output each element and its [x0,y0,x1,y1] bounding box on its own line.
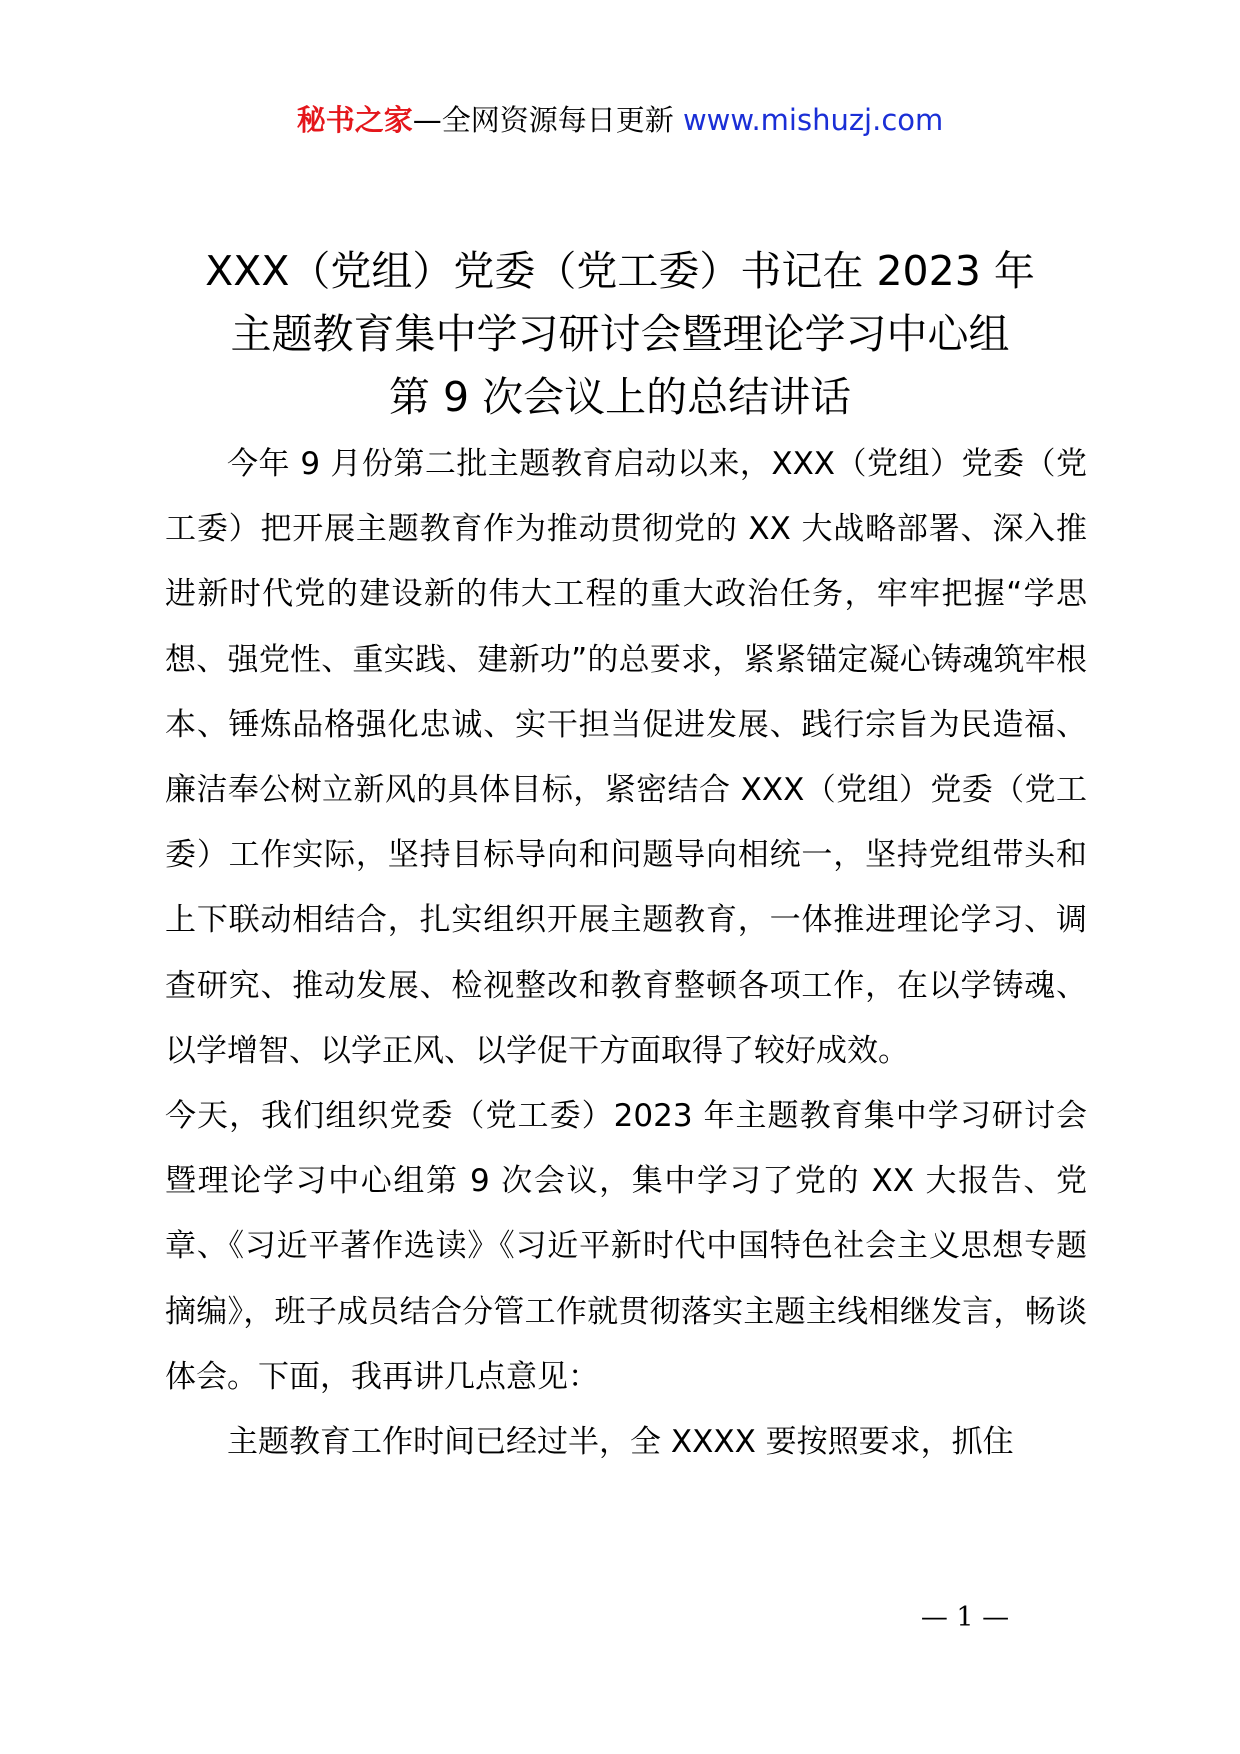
title-line-1: XXX（党组）党委（党工委）书记在 2023 年 [205,247,1035,295]
page-number: — 1 — [920,1602,1010,1633]
site-brand: 秘书之家 [296,103,413,137]
title-line-2: 主题教育集中学习研讨会暨理论学习中心组 [230,310,1010,358]
site-slogan: —全网资源每日更新 [412,103,683,137]
document-title [150,240,1090,429]
document-body [165,432,1087,1475]
body-paragraph-3: 主题教育工作时间已经过半，全 XXXX 要按照要求，抓住 [227,1424,1014,1461]
site-url-link[interactable]: www.mishuzj.com [682,103,944,137]
title-line-3: 第 9 次会议上的总结讲话 [388,373,852,421]
site-header [0,100,1240,140]
body-paragraph-1: 今年 9 月份第二批主题教育启动以来，XXX（党组）党委（党工委）把开展主题教育作为推动贯彻党的 XX 大战略部署、深入推进新时代党的建设新的伟大工程的重大政治任务，牢牢把握“学思想、强党性、重实践、建新功”的总要求，紧紧锚定凝心铸魂筑牢根本、锤炼品格强化忠诚、实干担当促进发展、践行宗旨为民造福、廉洁奉公树立新风的具体目标，紧密结合 XXX（党组）党委（党工委）工作实际，坚持目标导向和问题导向相统一，坚持党组带头和上下联动相结合，扎实组织开展主题教育，一体推进理论学习、调查研究、推动发展、检视整改和教育整顿各项工作，在以学铸魂、以学增智、以学正风、以学促干方面取得了较好成效。 [165,446,1087,1069]
body-paragraph-2: 今天，我们组织党委（党工委）2023 年主题教育集中学习研讨会暨理论学习中心组第 9 次会议，集中学习了党的 XX 大报告、党章、《习近平著作选读》《习近平新时代中国特色社会主义思想专题摘编》，班子成员结合分管工作就贯彻落实主题主线相继发言，畅谈体会。下面，我再讲几点意见： [165,1098,1087,1395]
